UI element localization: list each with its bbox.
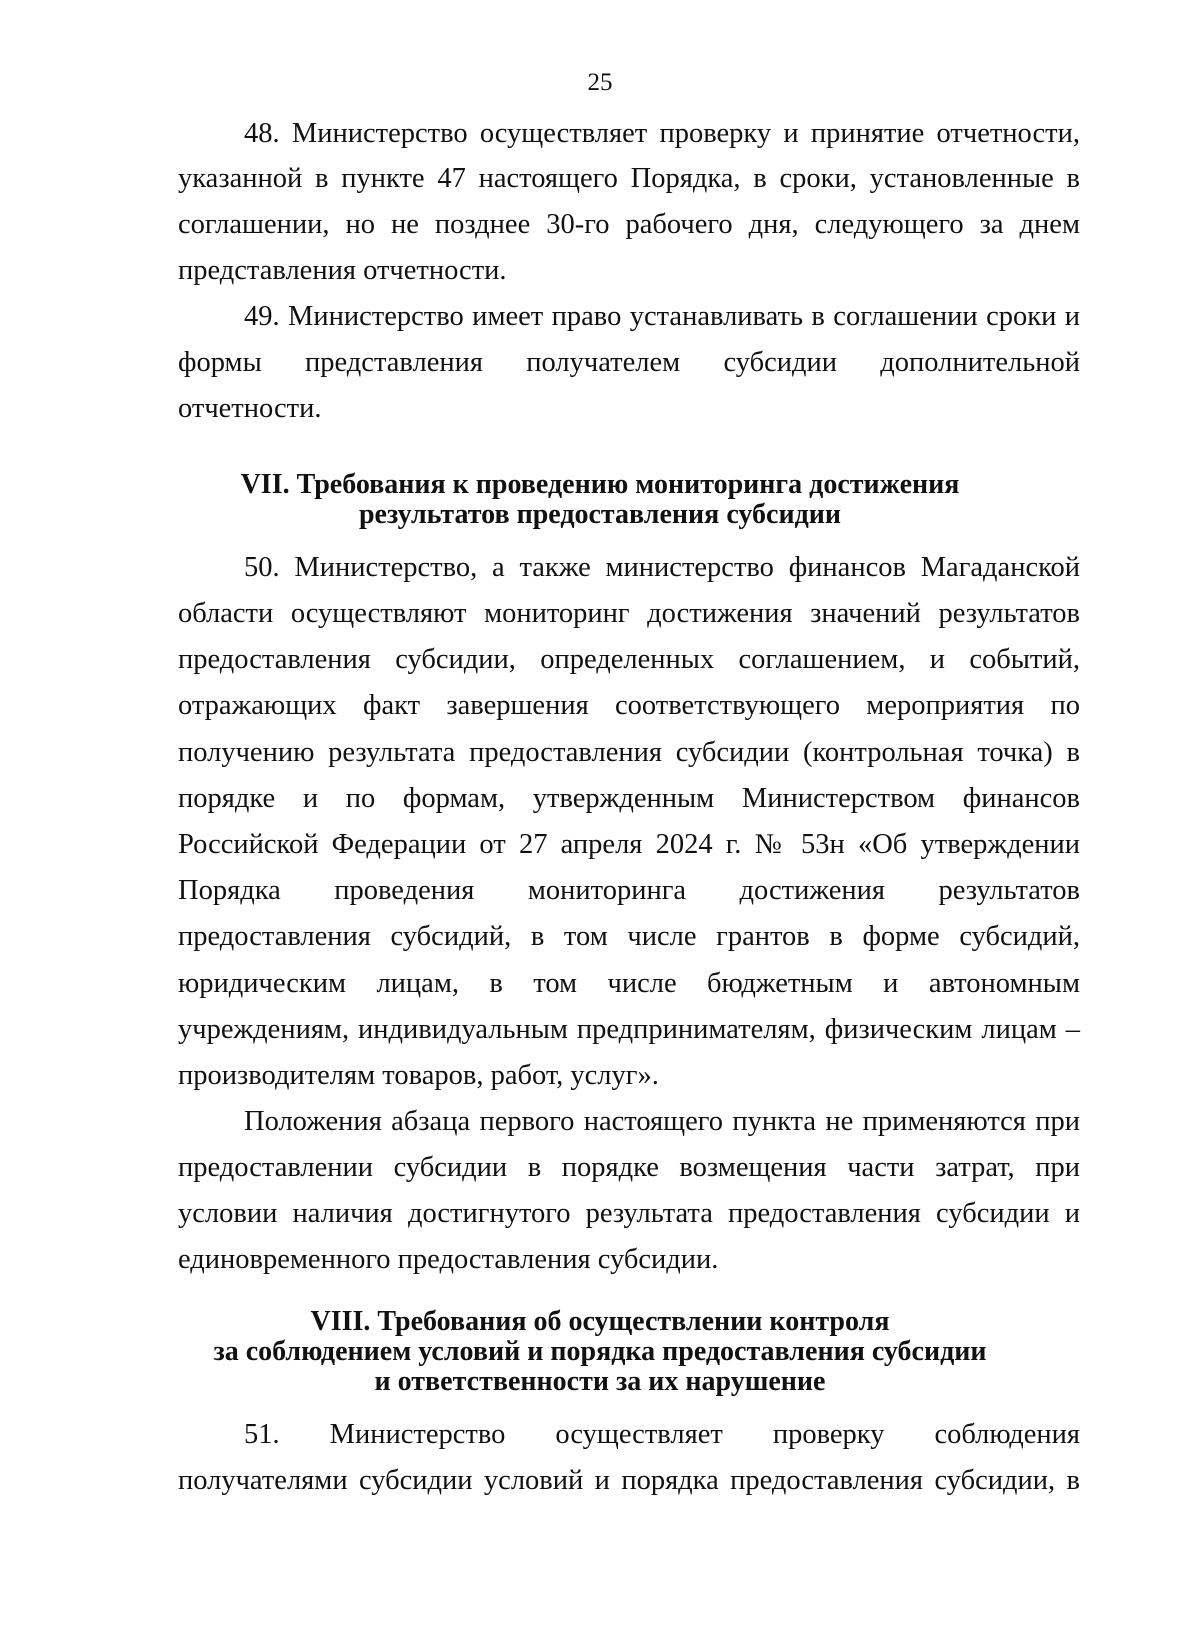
text-line: указанной в пункте 47 настоящего Порядка, в сроки, установленные в — [178, 163, 1080, 194]
text-line: 50. Министерство, а также министерство финансов Магаданской — [244, 552, 1080, 583]
text-line: области осуществляют мониторинг достижения значений результатов — [178, 598, 1080, 629]
text-line: предоставления субсидии, определенных соглашением, и событий, — [178, 644, 1080, 675]
text-line: условии наличия достигнутого результата предоставления субсидии и — [178, 1198, 1080, 1229]
text-line: получению результата предоставления субсидии (контрольная точка) в — [178, 737, 1080, 768]
text-line: отчетности. — [178, 393, 322, 424]
heading-line: VII. Требования к проведению мониторинга достижения — [240, 469, 960, 500]
heading-line: за соблюдением условий и порядка предоставления субсидии — [213, 1336, 987, 1367]
page-number: 25 — [587, 69, 613, 96]
text-line: учреждениям, индивидуальным предпринимателям, физическим лицам – — [178, 1014, 1080, 1045]
text-line: юридическим лицам, в том числе бюджетным и автономным — [178, 968, 1080, 999]
text-line: предоставления субсидий, в том числе грантов в форме субсидий, — [178, 921, 1080, 952]
text-line: Порядка проведения мониторинга достижения результатов — [178, 875, 1080, 906]
text-line: отражающих факт завершения соответствующего мероприятия по — [178, 690, 1080, 721]
heading-line: результатов предоставления субсидии — [358, 499, 842, 530]
heading-line: и ответственности за их нарушение — [374, 1366, 826, 1397]
text-line: 48. Министерство осуществляет проверку и принятие отчетности, — [244, 118, 1080, 149]
text-line: Положения абзаца первого настоящего пункта не применяются при — [244, 1106, 1080, 1137]
text-line: 49. Министерство имеет право устанавливать в соглашении сроки и — [244, 301, 1080, 332]
text-line: представления отчетности. — [178, 255, 507, 286]
heading-line: VIII. Требования об осуществлении контроля — [310, 1306, 890, 1337]
text-line: формы представления получателем субсидии дополнительной — [178, 347, 1080, 378]
text-line: получателями субсидии условий и порядка предоставления субсидии, в — [178, 1465, 1080, 1496]
text-line: предоставлении субсидии в порядке возмещения части затрат, при — [178, 1152, 1080, 1183]
text-line: Российской Федерации от 27 апреля 2024 г. № 53н «Об утверждении — [178, 829, 1080, 860]
text-line: единовременного предоставления субсидии. — [178, 1244, 719, 1275]
text-line: производителям товаров, работ, услуг». — [178, 1060, 659, 1091]
text-line: 51. Министерство осуществляет проверку соблюдения — [244, 1419, 1080, 1450]
text-line: соглашении, но не позднее 30-го рабочего дня, следующего за днем — [178, 209, 1080, 240]
text-line: порядке и по формам, утвержденным Министерством финансов — [178, 783, 1080, 814]
